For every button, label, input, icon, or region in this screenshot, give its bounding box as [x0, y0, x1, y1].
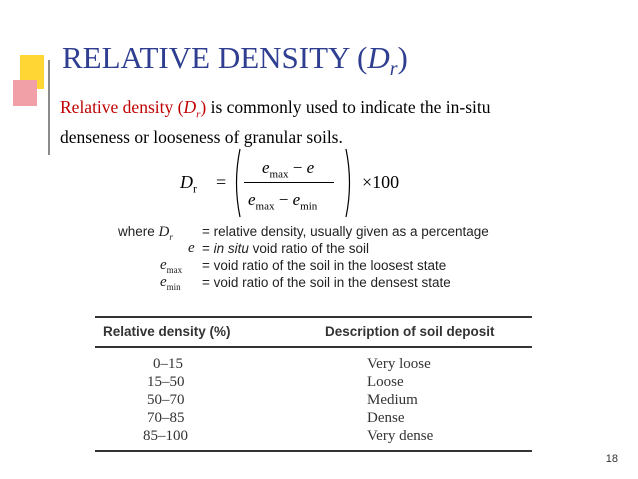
definitions-list [118, 223, 518, 291]
fraction-bar [244, 182, 334, 183]
definition-row: where $D_r$ = relative density, usually given as a percentage [118, 224, 489, 242]
right-paren [344, 148, 354, 218]
definition-row: $e_{min}$ = void ratio of the soil in the densest state [160, 274, 451, 292]
table-cell-description: Loose [367, 374, 404, 390]
slide-title: RELATIVE DENSITY $(D_r)$ [62, 40, 408, 81]
table-cell-density: 15–50 [147, 374, 185, 390]
table-cell-density: 85–100 [143, 428, 188, 444]
definition-row: $e_{max}$ = void ratio of the soil in the loosest state [160, 257, 447, 275]
formula-denominator: $e_{max} - e_{min}$ [248, 190, 318, 213]
decorative-vertical-line [48, 60, 50, 155]
table-bottom-rule [95, 450, 532, 452]
table-cell-density: 0–15 [153, 356, 183, 372]
page-number: 18 [605, 453, 618, 465]
table-cell-description: Very loose [367, 356, 431, 372]
formula-equals: = [216, 172, 227, 192]
left-paren [232, 148, 242, 218]
table-cell-density: 50–70 [147, 392, 185, 408]
table-header-rule [95, 346, 532, 348]
formula-lhs: $D_r$ [180, 172, 197, 196]
intro-paragraph: Relative density $(D_r)$ is commonly used to indicate the in-situ denseness or looseness of granular soils. [60, 97, 491, 147]
table-cell-description: Dense [367, 410, 405, 426]
table-top-rule [95, 316, 532, 318]
table-header-density: Relative density (%) [103, 324, 231, 339]
table-header-description: Description of soil deposit [325, 324, 495, 339]
definition-row: e = in situ void ratio of the soil [188, 240, 369, 256]
table-cell-density: 70–85 [147, 410, 185, 426]
formula-multiplier: ×100 [362, 172, 400, 192]
table-cell-description: Medium [367, 392, 418, 408]
relative-density-formula [180, 150, 440, 220]
formula-numerator: $e_{max} - e$ [262, 158, 315, 181]
relative-density-term: Relative density $(D_r)$ [60, 97, 207, 121]
table-cell-description: Very dense [367, 428, 434, 444]
decorative-pink-block [13, 80, 37, 106]
